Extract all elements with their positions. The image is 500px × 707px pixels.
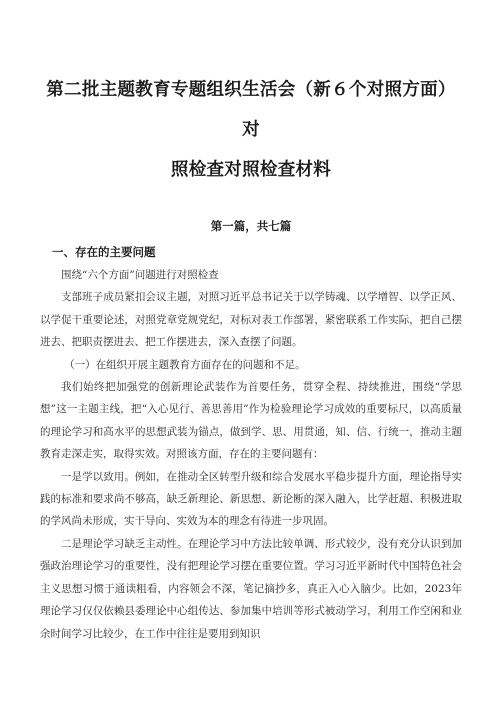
title-line-2: 照检查对照检查材料	[170, 160, 332, 180]
section-heading: 一、存在的主要问题	[52, 245, 156, 259]
document-subtitle: 第一篇，共七篇	[210, 219, 292, 233]
title-line-1: 第二批主题教育专题组织生活会（新６个对照方面）对	[46, 80, 456, 140]
paragraph: 支部班子成员紧扣会议主题，对照习近平总书记关于以学铸魂、以学增智、以学正风、以学促干重要论述，对照党章党规党纪，对标对表工作部署，紧密联系工作实际，把自己摆进去、把职责摆进去、把工作摆进去，深入查摆了问题。	[40, 291, 462, 349]
subsection-heading: （一）在组织开展主题教育方面存在的问题和不足。	[64, 358, 306, 371]
paragraph: 一是学以致用。例如，在推动全区转型升级和综合发展水平稳步提升方面，理论指导实践的标准和要求尚不够高，缺乏新理论、新思想、新论断的深入融入，比学赶超、积极进取的学风尚未形成，实干导向、实效为本的理念有待进一步巩固。	[40, 470, 462, 528]
document-title	[40, 0, 462, 190]
paragraph: 围绕“六个方面”问题进行对照检查	[61, 269, 219, 281]
paragraph: 我们始终把加强党的创新理论武装作为首要任务，贯穿全程、持续推进，围绕“学思想”这一主题主线，把“入心见行、善思善用”作为检验理论学习成效的重要标尺，以高质量的理论学习和高水平的思想武装为锚点，做到学、思、用贯通，知、信、行统一，推动主题教育走深走实，取得实效。对照该方面，存在的主要问题有：	[40, 381, 462, 461]
paragraph: 二是理论学习缺乏主动性。在理论学习中方法比较单调、形式较少，没有充分认识到加强政治理论学习的重要性，没有把理论学习摆在重要位置。学习习近平新时代中国特色社会主义思想习惯于通读粗看，内容领会不深，笔记摘抄多，真正入心入脑少。比如，2023年理论学习仅仅依赖县委理论中心组传达、参加集中培训等形式被动学习，利用工作空闲和业余时间学习比较少，在工作中往往是要用到知识	[40, 537, 462, 640]
